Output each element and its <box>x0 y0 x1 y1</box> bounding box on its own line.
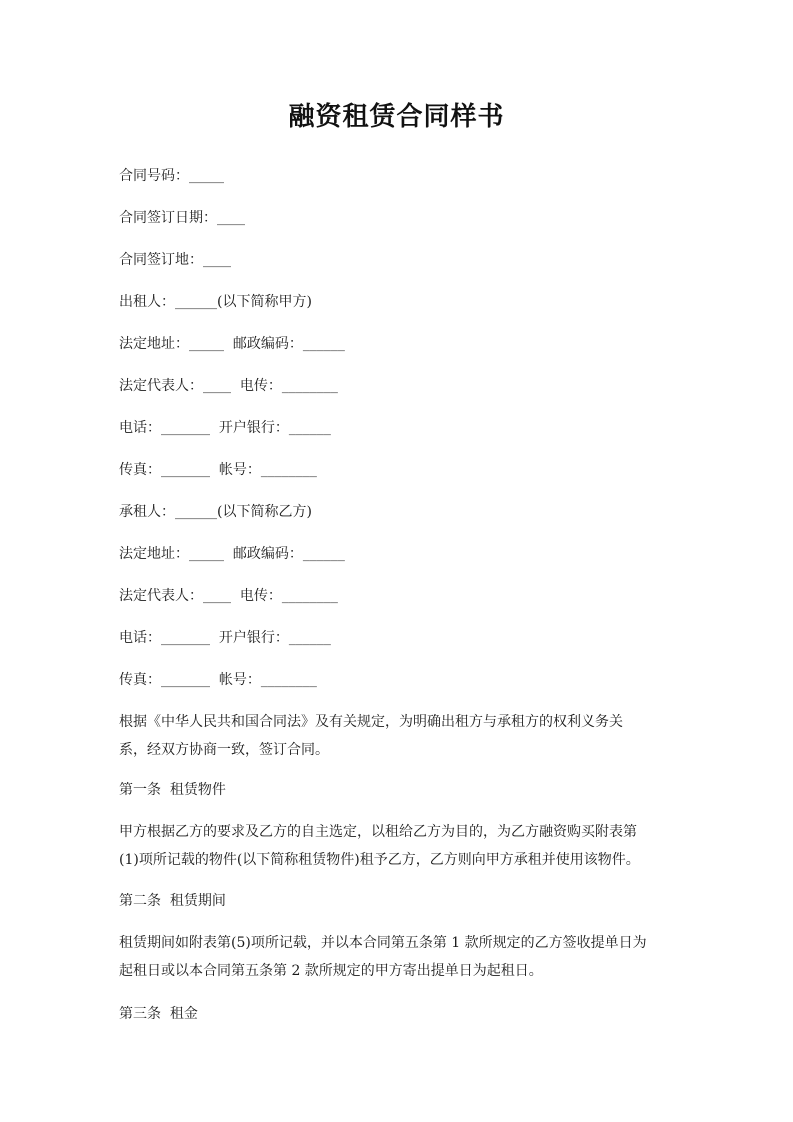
lessor-phone-line: 电话：_______ 开户银行：______ <box>119 420 331 436</box>
lessor-fax-line: 传真：_______ 帐号：________ <box>119 462 317 478</box>
lessor-representative-line: 法定代表人：____ 电传：________ <box>119 378 338 394</box>
article2-paragraph <box>119 929 679 985</box>
lessee-phone-line: 电话：_______ 开户银行：______ <box>119 630 331 646</box>
article2-heading: 第二条 租赁期间 <box>119 893 226 909</box>
lessee-line: 承租人：______(以下简称乙方) <box>119 504 312 520</box>
lessor-address-line: 法定地址：_____ 邮政编码：______ <box>119 336 345 352</box>
preamble-paragraph <box>119 708 679 764</box>
lessor-line: 出租人：______(以下简称甲方) <box>119 294 312 310</box>
signing-place-line: 合同签订地：____ <box>119 252 231 268</box>
article3-heading: 第三条 租金 <box>119 1006 198 1022</box>
article1-paragraph <box>119 818 679 874</box>
contract-number-line: 合同号码：_____ <box>119 168 224 184</box>
document-title: 融资租赁合同样书 <box>288 102 505 132</box>
article1-heading: 第一条 租赁物件 <box>119 782 226 798</box>
preamble-line-2: 系，经双方协商一致，签订合同。 <box>119 742 329 758</box>
article2-line-2: 起租日或以本合同第五条第 2 款所规定的甲方寄出提单日为起租日。 <box>119 963 543 979</box>
signing-date-line: 合同签订日期：____ <box>119 210 245 226</box>
lessee-fax-line: 传真：_______ 帐号：________ <box>119 672 317 688</box>
lessee-address-line: 法定地址：_____ 邮政编码：______ <box>119 546 345 562</box>
lessee-representative-line: 法定代表人：____ 电传：________ <box>119 588 338 604</box>
article1-line-1: 甲方根据乙方的要求及乙方的自主选定，以租给乙方为目的，为乙方融资购买附表第 <box>119 824 637 840</box>
article2-line-1: 租赁期间如附表第(5)项所记载，并以本合同第五条第 1 款所规定的乙方签收提单日为 <box>119 935 647 951</box>
article1-line-2: (1)项所记载的物件(以下简称租赁物件)租予乙方，乙方则向甲方承租并使用该物件。 <box>119 852 640 868</box>
preamble-line-1: 根据《中华人民共和国合同法》及有关规定，为明确出租方与承租方的权利义务关 <box>119 714 623 730</box>
